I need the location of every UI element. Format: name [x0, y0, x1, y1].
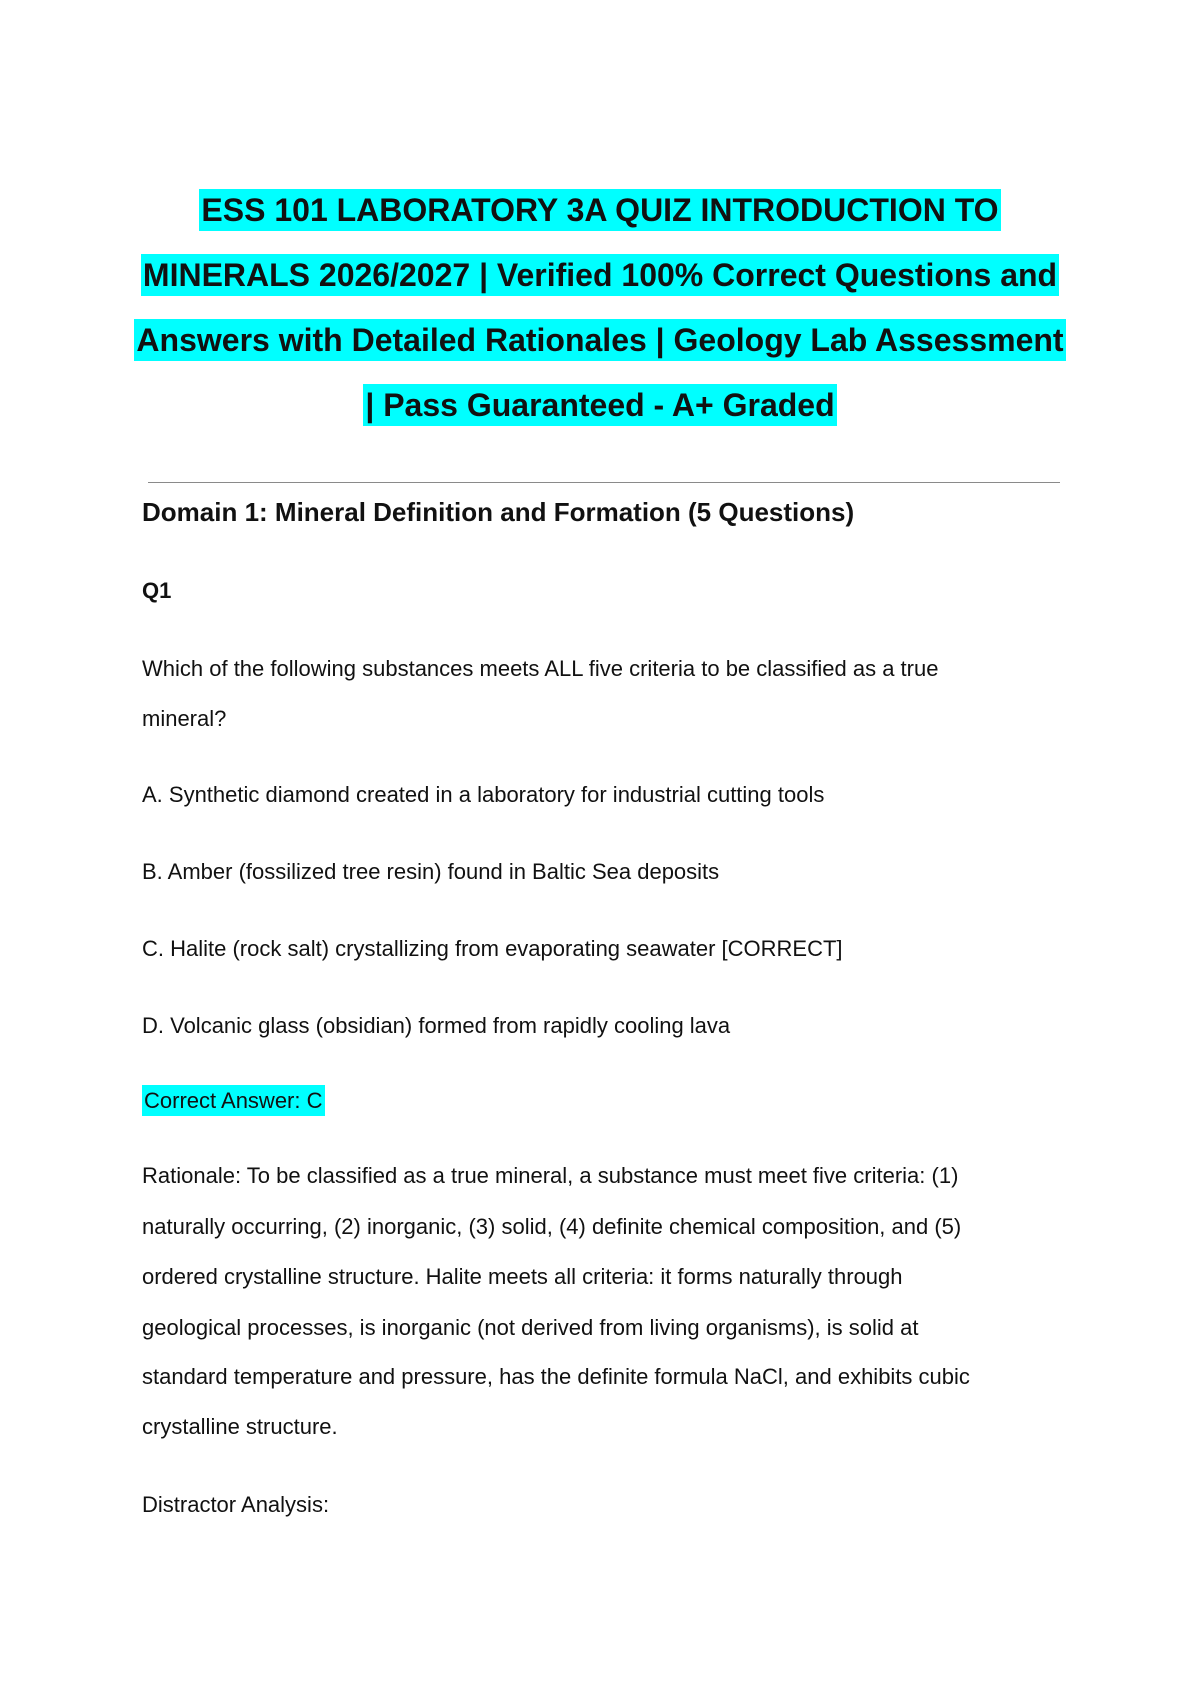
answer-option-c: C. Halite (rock salt) crystallizing from evaporating seawater [CORRECT]: [142, 936, 843, 961]
rationale-line: standard temperature and pressure, has the definite formula NaCl, and exhibits cubic: [142, 1364, 970, 1389]
title-line-text: MINERALS 2026/2027 | Verified 100% Correct Questions and: [141, 254, 1059, 296]
title-line: [130, 308, 1070, 373]
answer-option-b: B. Amber (fossilized tree resin) found in Baltic Sea deposits: [142, 859, 720, 884]
rationale-line: Rationale: To be classified as a true mineral, a substance must meet five criteria: (1): [142, 1163, 959, 1188]
rationale-line: ordered crystalline structure. Halite meets all criteria: it forms naturally through: [142, 1264, 903, 1289]
question-stem-line: mineral?: [142, 706, 227, 731]
document-title: [130, 178, 1070, 438]
title-line-text: ESS 101 LABORATORY 3A QUIZ INTRODUCTION TO: [199, 189, 1000, 231]
question-stem-line: Which of the following substances meets ALL five criteria to be classified as a true: [142, 656, 939, 681]
rationale-line: naturally occurring, (2) inorganic, (3) solid, (4) definite chemical composition, and (5): [142, 1214, 962, 1239]
correct-answer-highlight: Correct Answer: C: [142, 1085, 325, 1116]
title-line: [130, 373, 1070, 438]
answer-option-a: A. Synthetic diamond created in a laboratory for industrial cutting tools: [142, 782, 825, 807]
correct-answer: [142, 1076, 325, 1126]
rationale-line: geological processes, is inorganic (not derived from living organisms), is solid at: [142, 1315, 919, 1340]
rationale-line: crystalline structure.: [142, 1414, 338, 1439]
domain-heading: Domain 1: Mineral Definition and Formation (5 Questions): [142, 497, 855, 527]
distractor-analysis-heading: Distractor Analysis:: [142, 1492, 330, 1517]
horizontal-divider: [148, 482, 1060, 483]
title-line-text: Answers with Detailed Rationales | Geology Lab Assessment: [134, 319, 1065, 361]
question-label: Q1: [142, 578, 172, 603]
answer-option-d: D. Volcanic glass (obsidian) formed from rapidly cooling lava: [142, 1013, 731, 1038]
title-line-text: | Pass Guaranteed - A+ Graded: [363, 384, 836, 426]
title-line: [130, 243, 1070, 308]
title-line: [130, 178, 1070, 243]
